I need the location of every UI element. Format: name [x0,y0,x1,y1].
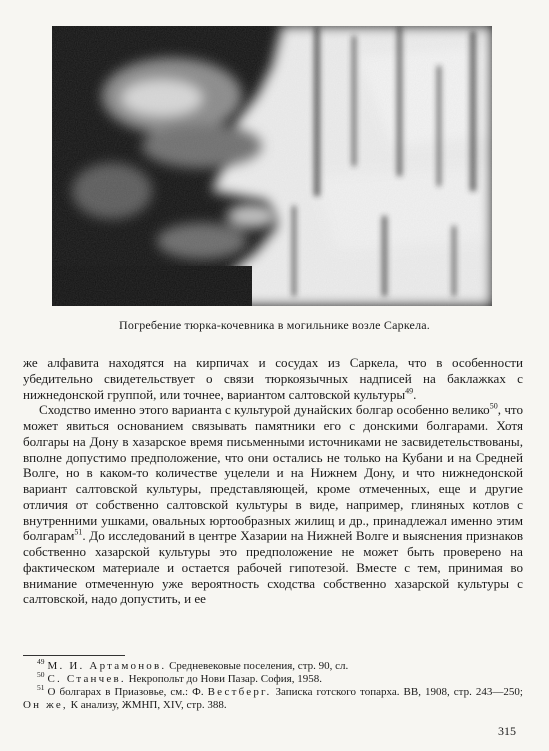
footnote-number: 50 [37,670,45,680]
footnote-50 [23,670,523,686]
paragraph-2-text-a: Сходство именно этого варианта с культурой дунайских болгар особенно велико [39,402,490,418]
footnote-number: 49 [37,657,45,667]
footnote-text: Записка готского топарха. ВВ, 1908, стр. 243—250; [271,686,523,698]
paragraph-1-end: . [413,386,417,402]
footnote-prefix: О болгарах в Приазовье, см.: Ф. [47,686,208,698]
footnote-ref-51: 51 [74,527,83,537]
footnote-text: Некропольт до Нови Пазар. София, 1958. [125,673,322,685]
footnote-number: 51 [37,683,45,693]
footnote-49 [23,657,523,673]
footnote-text: Средневековые поселения, стр. 90, сл. [166,660,349,672]
footnotes [23,657,523,712]
footnote-ref-49: 49 [405,386,414,396]
footnote-text-2: К анализу, ЖМНП, XIV, стр. 388. [67,699,227,711]
footnote-divider [23,655,125,656]
footnote-author-2: Он же, [23,699,68,711]
footnote-author: Вестберг. [207,686,272,698]
footnote-51 [23,683,523,712]
burial-photo-image [52,26,492,306]
paragraph-1-text: же алфавита находятся на кирпичах и сосудах из Саркела, что в особенности убедительно свидетельствует о связи тюркоязычных надписей на баклажках с нижнедонской группой, или точнее, вариантом салтовской культуры [23,355,523,402]
footnote-author: С. Станчев. [47,673,126,685]
paragraph-2 [23,402,523,607]
page-number: 315 [498,724,516,738]
paragraph-2-text-b: , что может явиться основанием связывать памятники его с донскими болгарами. Хотя болгары на Дону в хазарское время письменными источниками не засвидетельствованы, вполне допустимо предположение, что они остались не только на Кубани и на Средней Волге, но в каком-то количестве уцелели и на Нижнем Дону, и что нижнедонской вариант салтовской культуры, представляющей, кроме отмеченных, еще и другие отличия от собственно салтовской культуры в виде, например, глиняных котлов с внутренними ушками, овальных юртообразных жилищ и др., принадлежал именно этим болгарам [23,402,523,544]
paragraph-2-text-c: . До исследований в центре Хазарии на Нижней Волге и выяснения признаков собственно хазарской культуры это предположение не может быть проверено на фактическом материале и остается рабочей гипотезой. Вместе с тем, принимая во внимание отмеченную уже вероятность сходства собственно хазарской культуры с салтовской, надо допустить, и ее [23,528,523,607]
body-text [23,355,523,607]
footnote-ref-50: 50 [489,401,498,411]
footnote-author: М. И. Артамонов. [47,660,167,672]
paragraph-1 [23,355,523,402]
burial-photo [52,26,492,306]
figure-caption: Погребение тюрка-кочевника в могильнике возле Саркела. [119,318,430,332]
